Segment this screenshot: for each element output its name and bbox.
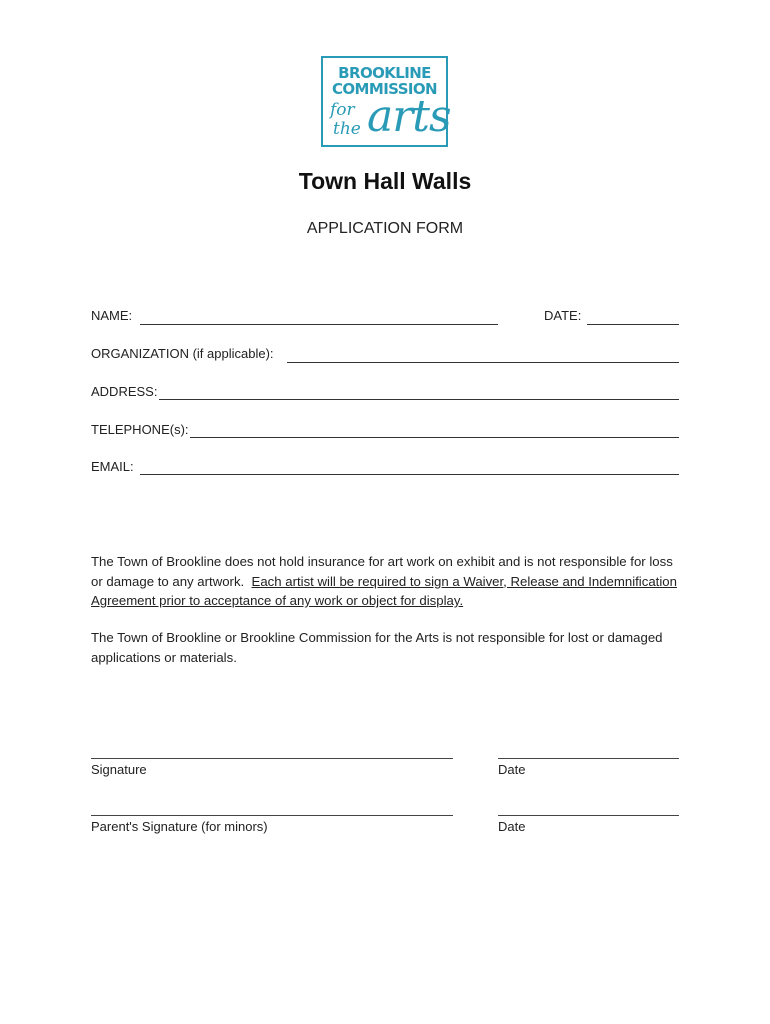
telephone-label: TELEPHONE(s): bbox=[91, 422, 189, 437]
organization-field[interactable] bbox=[287, 362, 679, 363]
liability-disclaimer-text: The Town of Brookline or Brookline Commission for the Arts is not responsible for lost or damaged applications or materials. bbox=[91, 630, 663, 665]
signature-date-line[interactable] bbox=[498, 758, 679, 759]
parent-signature-line[interactable] bbox=[91, 815, 453, 816]
address-label: ADDRESS: bbox=[91, 384, 158, 399]
organization-label: ORGANIZATION (if applicable): bbox=[91, 346, 274, 361]
page-title: Town Hall Walls bbox=[298, 168, 472, 194]
brookline-arts-logo bbox=[321, 56, 451, 147]
name-label: NAME: bbox=[91, 308, 133, 323]
date-field[interactable] bbox=[587, 324, 679, 325]
disclaimer-plain-text: The Town of Brookline does not hold insurance for art work on exhibit and is not responsible for loss or damage to any artwork. bbox=[91, 554, 673, 589]
parent-signature-date-line[interactable] bbox=[498, 815, 679, 816]
logo-word-arts: arts bbox=[367, 91, 451, 142]
date-label: DATE: bbox=[544, 308, 582, 323]
logo-word-the: the bbox=[333, 119, 361, 139]
signature-line[interactable] bbox=[91, 758, 453, 759]
liability-disclaimer bbox=[91, 628, 681, 667]
email-label: EMAIL: bbox=[91, 459, 134, 474]
name-field[interactable] bbox=[140, 324, 498, 325]
email-field[interactable] bbox=[140, 474, 679, 475]
insurance-disclaimer bbox=[91, 552, 681, 611]
logo-word-for: for bbox=[330, 100, 355, 120]
logo-line-commission: COMMISSION bbox=[331, 80, 437, 98]
parent-signature-date-label: Date bbox=[498, 819, 526, 834]
signature-label: Signature bbox=[91, 762, 147, 777]
page-subtitle: APPLICATION FORM bbox=[306, 220, 464, 237]
parent-signature-label: Parent's Signature (for minors) bbox=[91, 819, 268, 834]
waiver-requirement-text: Each artist will be required to sign a Waiver, Release and Indemnification Agreement prior to acceptance of any work or object for display. bbox=[91, 573, 677, 608]
signature-date-label: Date bbox=[498, 762, 526, 777]
address-field[interactable] bbox=[159, 399, 679, 400]
logo-line-brookline: BROOKLINE bbox=[338, 64, 431, 82]
telephone-field[interactable] bbox=[190, 437, 679, 438]
